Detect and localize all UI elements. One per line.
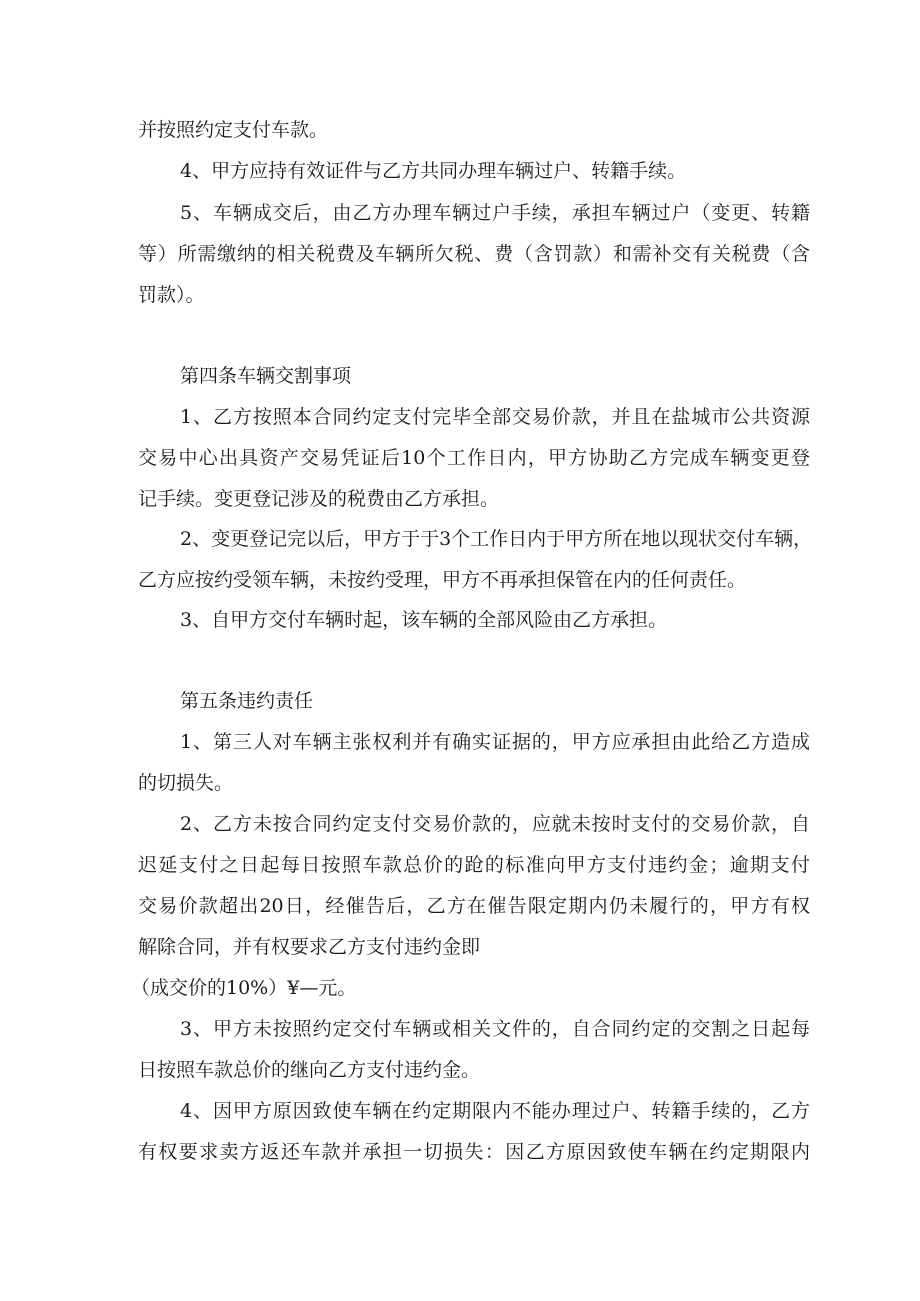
- text-line: 解除合同，并有权要求乙方支付违约金即: [138, 936, 481, 958]
- text-line: 1、乙方按照本合同约定支付完毕全部交易价款，并且在盐城市公共资源: [180, 406, 810, 428]
- text-line: 日按照车款总价的继向乙方支付违约金。: [138, 1059, 481, 1081]
- text-line: 4、因甲方原因致使车辆在约定期限内不能办理过户、转籍手续的，乙方: [180, 1100, 810, 1122]
- text-line: 2、乙方未按合同约定支付交易价款的，应就未按时支付的交易价款，自: [180, 813, 810, 835]
- text-line: 5、车辆成交后，由乙方办理车辆过户手续，承担车辆过户（变更、转籍: [180, 202, 810, 224]
- text-line: 乙方应按约受领车辆，未按约受理，甲方不再承担保管在内的任何责任。: [138, 569, 747, 591]
- text-line: 2、变更登记完以后，甲方于于3个工作日内于甲方所在地以现状交付车辆，: [180, 528, 813, 550]
- text-line: 有权要求卖方返还车款并承担一切损失：因乙方原因致使车辆在约定期限内: [138, 1141, 810, 1163]
- text-line: 3、自甲方交付车辆时起，该车辆的全部风险由乙方承担。: [180, 609, 668, 631]
- text-line: 交易中心出具资产交易凭证后10个工作日内，甲方协助乙方完成车辆变更登: [138, 447, 810, 469]
- text-line: （成交价的10%）¥—元。: [131, 977, 357, 999]
- text-line: 记手续。变更登记涉及的税费由乙方承担。: [138, 488, 500, 510]
- text-line: 交易价款超出20日，经催告后，乙方在催告限定期内仍未履行的，甲方有权: [138, 895, 810, 917]
- text-line: 1、第三人对车辆主张权利并有确实证据的，甲方应承担由此给乙方造成: [180, 731, 810, 753]
- text-line: 迟延支付之日起每日按照车款总价的跄的标准向甲方支付违约金；逾期支付: [138, 854, 810, 876]
- text-line: 3、甲方未按照约定交付车辆或相关文件的，自合同约定的交割之日起每: [180, 1018, 810, 1040]
- text-line: 的切损失。: [138, 772, 234, 794]
- text-line: 并按照约定支付车款。: [138, 119, 329, 141]
- text-line: 等）所需缴纳的相关税费及车辆所欠税、费（含罚款）和需补交有关税费（含: [138, 243, 810, 265]
- section-heading: 第四条车辆交割事项: [180, 365, 352, 387]
- text-line: 罚款）。: [138, 284, 205, 306]
- text-line: 4、甲方应持有效证件与乙方共同办理车辆过户、转籍手续。: [180, 160, 687, 182]
- section-heading: 第五条违约责任: [180, 690, 314, 712]
